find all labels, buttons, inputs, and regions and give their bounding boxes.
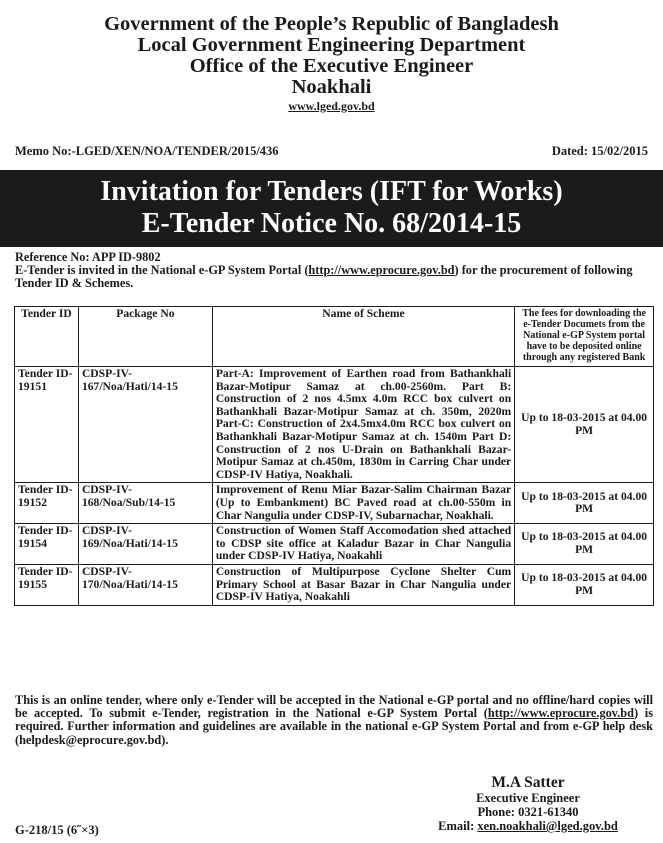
scheme-cell: Improvement of Renu Miar Bazar-Salim Chairman Bazar (Up to Embankment) BC Paved road at ch.00-550m in Char Nangulia under CDSP-IV, Subarnachar, Noakhali.: [212, 483, 514, 524]
table-header-row: [15, 307, 654, 367]
table-row: [15, 564, 654, 605]
fee-deadline-cell: Up to 18-03-2015 at 04.00 PM: [515, 367, 654, 483]
eprocure-link-footer[interactable]: http://www.eprocure.gov.bd: [487, 706, 634, 721]
eprocure-link[interactable]: http://www.eprocure.gov.bd: [308, 263, 455, 277]
scheme-cell: Part-A: Improvement of Earthen road from Bathankhali Bazar-Motipur Samaz at ch.00-2560m. Part B: Construction of 2 nos 4.5mx 4.0m RCC box culvert on Bathankhali Bazar-Motipur Samaz at ch. 350m, 2020m Part-C: Construction of 2x4.5mx4.0m RCC box culvert on Bathankhali Bazar-Motipur Samaz at ch. 1540m Part D: Construction of 2 nos U-Drain on Bathankhali Bazar-Motipur Samaz at ch.450m, 1830m in Carring Char under CDSP-IV Hatiya, Noakhali.: [212, 367, 514, 483]
department-title: Local Government Engineering Department: [137, 34, 526, 56]
email-label: Email:: [438, 819, 478, 833]
intro-text: [15, 264, 653, 290]
terms-paragraph: [15, 694, 653, 747]
table-row: [15, 483, 654, 524]
package-no-cell: CDSP-IV-167/Noa/Hati/14-15: [78, 367, 212, 483]
scheme-cell: Construction of Multipurpose Cyclone Shelter Cum Primary School at Basar Bazar in Char Nangulia under CDSP-IV Hatiya, Noakahli: [212, 564, 514, 605]
header-tender-id: Tender ID: [15, 307, 79, 367]
tender-id-cell: Tender ID-19155: [15, 564, 79, 605]
package-no-cell: CDSP-IV-170/Noa/Hati/14-15: [78, 564, 212, 605]
office-title: Office of the Executive Engineer: [189, 55, 474, 77]
signatory-email-line: [408, 819, 648, 833]
memo-number: Memo No:-LGED/XEN/NOA/TENDER/2015/436: [15, 144, 279, 158]
intro-paragraph: [15, 251, 653, 290]
terms-text-start: This is an online tender, where only e-Tender will be accepted in the National e-GP portal and no offline/hard copies will be accepted. To submit e-Tender, registration in the National e-GP System Portal (: [15, 693, 653, 721]
package-no-cell: CDSP-IV-168/Noa/Sub/14-15: [78, 483, 212, 524]
signatory-name: M.A Satter: [491, 774, 565, 791]
table-row: [15, 367, 654, 483]
tender-id-cell: Tender ID-19152: [15, 483, 79, 524]
email-link[interactable]: xen.noakhali@lged.gov.bd: [477, 819, 618, 833]
header-package-no: Package No: [78, 307, 212, 367]
tender-id-cell: Tender ID-19151: [15, 367, 79, 483]
advertisement-code: G-218/15 (6˝×3): [15, 823, 99, 837]
notice-banner: [0, 170, 663, 247]
memo-date: Dated: 15/02/2015: [551, 144, 648, 158]
signature-block: [408, 774, 648, 833]
signatory-designation: Executive Engineer: [476, 791, 580, 805]
district-title: Noakhali: [291, 76, 372, 98]
memo-row: [15, 144, 648, 159]
tender-id-cell: Tender ID-19154: [15, 524, 79, 565]
header-fee: The fees for downloading the e-Tender Documets from the National e-GP System portal have to be deposited online through any registered Bank: [515, 307, 654, 367]
header-scheme: Name of Scheme: [212, 307, 514, 367]
signatory-phone: Phone: 0321-61340: [477, 805, 579, 819]
reference-number: Reference No: APP ID-9802: [15, 250, 161, 264]
intro-text-start: E-Tender is invited in the National e-GP System Portal (: [15, 263, 309, 277]
terms-text-end: ) is required. Further information and guidelines are available in the national e-GP System Portal and from e-GP help desk (helpdesk@eprocure.gov.bd).: [15, 706, 654, 747]
website-link[interactable]: www.lged.gov.bd: [288, 99, 375, 113]
government-title: Government of the People’s Republic of Bangladesh: [104, 13, 559, 35]
tender-table: [14, 306, 654, 606]
table-row: [15, 524, 654, 565]
fee-deadline-cell: Up to 18-03-2015 at 04.00 PM: [515, 564, 654, 605]
fee-deadline-cell: Up to 18-03-2015 at 04.00 PM: [515, 483, 654, 524]
notice-subtitle: E-Tender Notice No. 68/2014-15: [141, 208, 522, 239]
package-no-cell: CDSP-IV-169/Noa/Hati/14-15: [78, 524, 212, 565]
fee-deadline-cell: Up to 18-03-2015 at 04.00 PM: [515, 524, 654, 565]
notice-title: Invitation for Tenders (IFT for Works): [100, 176, 563, 207]
letterhead: [0, 0, 663, 113]
intro-text-end: ) for the procurement of following Tender ID & Schemes.: [15, 263, 633, 290]
scheme-cell: Construction of Women Staff Accomodation shed attached to CDSP site office at Kaladur Bazar in Char Nangulia under CDSP-IV Hatiya, Noakahli: [212, 524, 514, 565]
